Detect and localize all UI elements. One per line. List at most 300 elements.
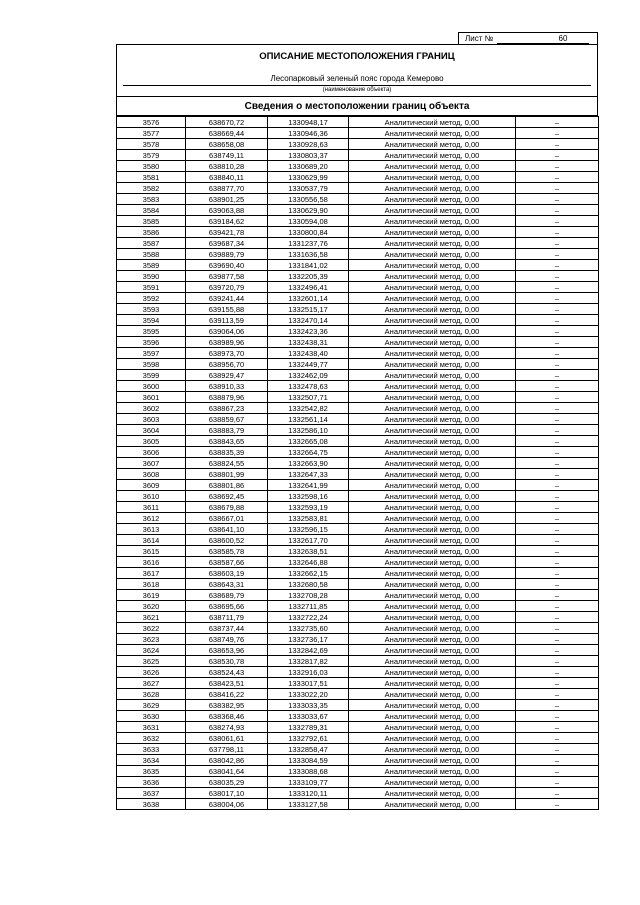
method-cell: Аналитический метод, 0,00 (349, 755, 516, 766)
x-coordinate-cell: 638041,64 (186, 766, 268, 777)
method-cell: Аналитический метод, 0,00 (349, 733, 516, 744)
point-number-cell: 3605 (117, 436, 186, 447)
description-cell: – (516, 733, 599, 744)
y-coordinate-cell: 1332438,31 (268, 337, 349, 348)
method-cell: Аналитический метод, 0,00 (349, 260, 516, 271)
x-coordinate-cell: 638843,65 (186, 436, 268, 447)
method-cell: Аналитический метод, 0,00 (349, 381, 516, 392)
x-coordinate-cell: 638824,55 (186, 458, 268, 469)
table-row (117, 788, 599, 799)
y-coordinate-cell: 1333017,51 (268, 678, 349, 689)
y-coordinate-cell: 1330629,90 (268, 205, 349, 216)
description-cell: – (516, 711, 599, 722)
method-cell: Аналитический метод, 0,00 (349, 227, 516, 238)
method-cell: Аналитический метод, 0,00 (349, 458, 516, 469)
y-coordinate-cell: 1330948,17 (268, 117, 349, 128)
x-coordinate-cell: 639241,44 (186, 293, 268, 304)
point-number-cell: 3623 (117, 634, 186, 645)
y-coordinate-cell: 1332641,99 (268, 480, 349, 491)
method-cell: Аналитический метод, 0,00 (349, 502, 516, 513)
y-coordinate-cell: 1332542,82 (268, 403, 349, 414)
method-cell: Аналитический метод, 0,00 (349, 403, 516, 414)
point-number-cell: 3628 (117, 689, 186, 700)
method-cell: Аналитический метод, 0,00 (349, 766, 516, 777)
x-coordinate-cell: 638603,19 (186, 568, 268, 579)
coordinates-table-body (117, 117, 599, 810)
table-row (117, 425, 599, 436)
x-coordinate-cell: 639064,06 (186, 326, 268, 337)
description-cell: – (516, 480, 599, 491)
point-number-cell: 3599 (117, 370, 186, 381)
point-number-cell: 3637 (117, 788, 186, 799)
description-cell: – (516, 326, 599, 337)
point-number-cell: 3602 (117, 403, 186, 414)
method-cell: Аналитический метод, 0,00 (349, 777, 516, 788)
y-coordinate-cell: 1332423,36 (268, 326, 349, 337)
method-cell: Аналитический метод, 0,00 (349, 172, 516, 183)
description-cell: – (516, 403, 599, 414)
point-number-cell: 3580 (117, 161, 186, 172)
method-cell: Аналитический метод, 0,00 (349, 370, 516, 381)
x-coordinate-cell: 638423,51 (186, 678, 268, 689)
y-coordinate-cell: 1332735,60 (268, 623, 349, 634)
description-cell: – (516, 744, 599, 755)
table-row (117, 612, 599, 623)
x-coordinate-cell: 638658,08 (186, 139, 268, 150)
method-cell: Аналитический метод, 0,00 (349, 634, 516, 645)
method-cell: Аналитический метод, 0,00 (349, 117, 516, 128)
x-coordinate-cell: 638653,96 (186, 645, 268, 656)
table-row (117, 502, 599, 513)
table-row (117, 326, 599, 337)
y-coordinate-cell: 1332662,15 (268, 568, 349, 579)
x-coordinate-cell: 638416,22 (186, 689, 268, 700)
description-cell: – (516, 612, 599, 623)
x-coordinate-cell: 638749,76 (186, 634, 268, 645)
y-coordinate-cell: 1332858,47 (268, 744, 349, 755)
description-cell: – (516, 348, 599, 359)
table-row (117, 579, 599, 590)
x-coordinate-cell: 638910,33 (186, 381, 268, 392)
x-coordinate-cell: 638810,28 (186, 161, 268, 172)
table-row (117, 744, 599, 755)
description-cell: – (516, 117, 599, 128)
x-coordinate-cell: 638585,78 (186, 546, 268, 557)
table-row (117, 546, 599, 557)
x-coordinate-cell: 638587,66 (186, 557, 268, 568)
y-coordinate-cell: 1332722,24 (268, 612, 349, 623)
description-cell: – (516, 150, 599, 161)
point-number-cell: 3619 (117, 590, 186, 601)
x-coordinate-cell: 638641,10 (186, 524, 268, 535)
table-row (117, 590, 599, 601)
x-coordinate-cell: 638973,70 (186, 348, 268, 359)
x-coordinate-cell: 639113,59 (186, 315, 268, 326)
y-coordinate-cell: 1332438,40 (268, 348, 349, 359)
point-number-cell: 3636 (117, 777, 186, 788)
y-coordinate-cell: 1332470,14 (268, 315, 349, 326)
x-coordinate-cell: 638859,67 (186, 414, 268, 425)
table-row (117, 183, 599, 194)
table-row (117, 458, 599, 469)
point-number-cell: 3585 (117, 216, 186, 227)
x-coordinate-cell: 639877,58 (186, 271, 268, 282)
method-cell: Аналитический метод, 0,00 (349, 590, 516, 601)
object-name-underline (123, 85, 591, 86)
point-number-cell: 3586 (117, 227, 186, 238)
x-coordinate-cell: 638956,70 (186, 359, 268, 370)
table-row (117, 381, 599, 392)
table-row (117, 447, 599, 458)
description-cell: – (516, 689, 599, 700)
table-row (117, 414, 599, 425)
description-cell: – (516, 447, 599, 458)
y-coordinate-cell: 1333088,68 (268, 766, 349, 777)
method-cell: Аналитический метод, 0,00 (349, 722, 516, 733)
y-coordinate-cell: 1332646,88 (268, 557, 349, 568)
description-cell: – (516, 381, 599, 392)
description-cell: – (516, 260, 599, 271)
point-number-cell: 3600 (117, 381, 186, 392)
table-row (117, 689, 599, 700)
y-coordinate-cell: 1332638,51 (268, 546, 349, 557)
x-coordinate-cell: 639063,88 (186, 205, 268, 216)
y-coordinate-cell: 1332680,58 (268, 579, 349, 590)
object-name: Лесопарковый зеленый пояс города Кемерово (270, 74, 444, 83)
x-coordinate-cell: 638679,88 (186, 502, 268, 513)
x-coordinate-cell: 638989,96 (186, 337, 268, 348)
method-cell: Аналитический метод, 0,00 (349, 447, 516, 458)
point-number-cell: 3630 (117, 711, 186, 722)
point-number-cell: 3591 (117, 282, 186, 293)
description-cell: – (516, 623, 599, 634)
table-row (117, 656, 599, 667)
description-cell: – (516, 755, 599, 766)
method-cell: Аналитический метод, 0,00 (349, 205, 516, 216)
table-row (117, 557, 599, 568)
table-row (117, 304, 599, 315)
x-coordinate-cell: 638877,70 (186, 183, 268, 194)
table-row (117, 634, 599, 645)
table-row (117, 777, 599, 788)
point-number-cell: 3583 (117, 194, 186, 205)
table-row (117, 392, 599, 403)
point-number-cell: 3617 (117, 568, 186, 579)
table-row (117, 711, 599, 722)
method-cell: Аналитический метод, 0,00 (349, 128, 516, 139)
point-number-cell: 3620 (117, 601, 186, 612)
x-coordinate-cell: 638042,86 (186, 755, 268, 766)
x-coordinate-cell: 638695,66 (186, 601, 268, 612)
point-number-cell: 3595 (117, 326, 186, 337)
table-row (117, 766, 599, 777)
table-row (117, 524, 599, 535)
description-cell: – (516, 645, 599, 656)
y-coordinate-cell: 1330689,20 (268, 161, 349, 172)
x-coordinate-cell: 639184,62 (186, 216, 268, 227)
table-row (117, 227, 599, 238)
point-number-cell: 3611 (117, 502, 186, 513)
method-cell: Аналитический метод, 0,00 (349, 392, 516, 403)
x-coordinate-cell: 638017,10 (186, 788, 268, 799)
x-coordinate-cell: 638901,25 (186, 194, 268, 205)
point-number-cell: 3633 (117, 744, 186, 755)
point-number-cell: 3581 (117, 172, 186, 183)
x-coordinate-cell: 638737,44 (186, 623, 268, 634)
table-row (117, 117, 599, 128)
y-coordinate-cell: 1333120,11 (268, 788, 349, 799)
point-number-cell: 3638 (117, 799, 186, 810)
x-coordinate-cell: 638368,46 (186, 711, 268, 722)
section-title: Сведения о местоположении границ объекта (117, 96, 597, 117)
method-cell: Аналитический метод, 0,00 (349, 238, 516, 249)
description-cell: – (516, 590, 599, 601)
description-cell: – (516, 458, 599, 469)
x-coordinate-cell: 638035,29 (186, 777, 268, 788)
description-cell: – (516, 183, 599, 194)
point-number-cell: 3632 (117, 733, 186, 744)
point-number-cell: 3615 (117, 546, 186, 557)
method-cell: Аналитический метод, 0,00 (349, 480, 516, 491)
method-cell: Аналитический метод, 0,00 (349, 524, 516, 535)
table-row (117, 370, 599, 381)
description-cell: – (516, 359, 599, 370)
y-coordinate-cell: 1332792,61 (268, 733, 349, 744)
method-cell: Аналитический метод, 0,00 (349, 194, 516, 205)
description-cell: – (516, 722, 599, 733)
x-coordinate-cell: 638801,86 (186, 480, 268, 491)
method-cell: Аналитический метод, 0,00 (349, 744, 516, 755)
x-coordinate-cell: 639155,88 (186, 304, 268, 315)
y-coordinate-cell: 1330594,08 (268, 216, 349, 227)
table-row (117, 667, 599, 678)
table-row (117, 678, 599, 689)
y-coordinate-cell: 1332817,82 (268, 656, 349, 667)
y-coordinate-cell: 1332665,08 (268, 436, 349, 447)
method-cell: Аналитический метод, 0,00 (349, 139, 516, 150)
method-cell: Аналитический метод, 0,00 (349, 601, 516, 612)
x-coordinate-cell: 638711,79 (186, 612, 268, 623)
method-cell: Аналитический метод, 0,00 (349, 414, 516, 425)
sheet-number-box (458, 32, 598, 44)
table-row (117, 348, 599, 359)
table-row (117, 128, 599, 139)
document-title: ОПИСАНИЕ МЕСТОПОЛОЖЕНИЯ ГРАНИЦ (259, 51, 455, 62)
point-number-cell: 3603 (117, 414, 186, 425)
y-coordinate-cell: 1332647,33 (268, 469, 349, 480)
method-cell: Аналитический метод, 0,00 (349, 491, 516, 502)
description-cell: – (516, 414, 599, 425)
table-row (117, 282, 599, 293)
point-number-cell: 3622 (117, 623, 186, 634)
y-coordinate-cell: 1330629,99 (268, 172, 349, 183)
description-cell: – (516, 216, 599, 227)
method-cell: Аналитический метод, 0,00 (349, 645, 516, 656)
table-row (117, 172, 599, 183)
y-coordinate-cell: 1330803,37 (268, 150, 349, 161)
point-number-cell: 3627 (117, 678, 186, 689)
description-cell: – (516, 282, 599, 293)
method-cell: Аналитический метод, 0,00 (349, 667, 516, 678)
y-coordinate-cell: 1332601,14 (268, 293, 349, 304)
description-cell: – (516, 271, 599, 282)
description-cell: – (516, 293, 599, 304)
x-coordinate-cell: 638530,78 (186, 656, 268, 667)
description-cell: – (516, 337, 599, 348)
method-cell: Аналитический метод, 0,00 (349, 271, 516, 282)
y-coordinate-cell: 1332598,16 (268, 491, 349, 502)
point-number-cell: 3579 (117, 150, 186, 161)
x-coordinate-cell: 638840,11 (186, 172, 268, 183)
y-coordinate-cell: 1332515,17 (268, 304, 349, 315)
point-number-cell: 3626 (117, 667, 186, 678)
y-coordinate-cell: 1332449,77 (268, 359, 349, 370)
point-number-cell: 3606 (117, 447, 186, 458)
x-coordinate-cell: 639690,40 (186, 260, 268, 271)
x-coordinate-cell: 639720,79 (186, 282, 268, 293)
y-coordinate-cell: 1330946,36 (268, 128, 349, 139)
description-cell: – (516, 469, 599, 480)
description-cell: – (516, 436, 599, 447)
method-cell: Аналитический метод, 0,00 (349, 183, 516, 194)
point-number-cell: 3610 (117, 491, 186, 502)
y-coordinate-cell: 1332663,90 (268, 458, 349, 469)
x-coordinate-cell: 638524,43 (186, 667, 268, 678)
method-cell: Аналитический метод, 0,00 (349, 711, 516, 722)
method-cell: Аналитический метод, 0,00 (349, 216, 516, 227)
description-cell: – (516, 205, 599, 216)
y-coordinate-cell: 1332583,81 (268, 513, 349, 524)
description-cell: – (516, 788, 599, 799)
sheet-label: Лист № (465, 34, 494, 43)
method-cell: Аналитический метод, 0,00 (349, 348, 516, 359)
y-coordinate-cell: 1332496,41 (268, 282, 349, 293)
method-cell: Аналитический метод, 0,00 (349, 304, 516, 315)
description-cell: – (516, 172, 599, 183)
table-row (117, 315, 599, 326)
point-number-cell: 3634 (117, 755, 186, 766)
sheet-number: 60 (558, 34, 568, 43)
method-cell: Аналитический метод, 0,00 (349, 788, 516, 799)
x-coordinate-cell: 638274,93 (186, 722, 268, 733)
method-cell: Аналитический метод, 0,00 (349, 612, 516, 623)
description-cell: – (516, 667, 599, 678)
point-number-cell: 3593 (117, 304, 186, 315)
method-cell: Аналитический метод, 0,00 (349, 249, 516, 260)
method-cell: Аналитический метод, 0,00 (349, 546, 516, 557)
method-cell: Аналитический метод, 0,00 (349, 535, 516, 546)
x-coordinate-cell: 638669,44 (186, 128, 268, 139)
table-row (117, 513, 599, 524)
y-coordinate-cell: 1332596,15 (268, 524, 349, 535)
point-number-cell: 3616 (117, 557, 186, 568)
point-number-cell: 3576 (117, 117, 186, 128)
method-cell: Аналитический метод, 0,00 (349, 150, 516, 161)
y-coordinate-cell: 1332617,70 (268, 535, 349, 546)
point-number-cell: 3629 (117, 700, 186, 711)
y-coordinate-cell: 1332736,17 (268, 634, 349, 645)
description-cell: – (516, 249, 599, 260)
point-number-cell: 3588 (117, 249, 186, 260)
point-number-cell: 3621 (117, 612, 186, 623)
point-number-cell: 3613 (117, 524, 186, 535)
y-coordinate-cell: 1332205,39 (268, 271, 349, 282)
table-row (117, 359, 599, 370)
point-number-cell: 3596 (117, 337, 186, 348)
method-cell: Аналитический метод, 0,00 (349, 469, 516, 480)
method-cell: Аналитический метод, 0,00 (349, 315, 516, 326)
table-row (117, 491, 599, 502)
table-row (117, 216, 599, 227)
point-number-cell: 3590 (117, 271, 186, 282)
table-row (117, 799, 599, 810)
y-coordinate-cell: 1332507,71 (268, 392, 349, 403)
description-cell: – (516, 128, 599, 139)
description-cell: – (516, 557, 599, 568)
table-row (117, 700, 599, 711)
table-row (117, 271, 599, 282)
table-row (117, 568, 599, 579)
description-cell: – (516, 700, 599, 711)
point-number-cell: 3608 (117, 469, 186, 480)
method-cell: Аналитический метод, 0,00 (349, 568, 516, 579)
y-coordinate-cell: 1333022,20 (268, 689, 349, 700)
description-cell: – (516, 656, 599, 667)
table-row (117, 139, 599, 150)
description-cell: – (516, 634, 599, 645)
method-cell: Аналитический метод, 0,00 (349, 678, 516, 689)
object-name-caption: (наименование объекта) (322, 87, 392, 93)
description-cell: – (516, 777, 599, 788)
x-coordinate-cell: 638883,79 (186, 425, 268, 436)
description-cell: – (516, 194, 599, 205)
y-coordinate-cell: 1331841,02 (268, 260, 349, 271)
description-cell: – (516, 513, 599, 524)
x-coordinate-cell: 638929,47 (186, 370, 268, 381)
method-cell: Аналитический метод, 0,00 (349, 337, 516, 348)
description-cell: – (516, 392, 599, 403)
description-cell: – (516, 601, 599, 612)
table-row (117, 755, 599, 766)
y-coordinate-cell: 1332462,09 (268, 370, 349, 381)
description-cell: – (516, 425, 599, 436)
description-cell: – (516, 227, 599, 238)
x-coordinate-cell: 638689,79 (186, 590, 268, 601)
point-number-cell: 3624 (117, 645, 186, 656)
table-row (117, 238, 599, 249)
point-number-cell: 3594 (117, 315, 186, 326)
x-coordinate-cell: 638749,11 (186, 150, 268, 161)
method-cell: Аналитический метод, 0,00 (349, 700, 516, 711)
y-coordinate-cell: 1332708,28 (268, 590, 349, 601)
x-coordinate-cell: 638879,96 (186, 392, 268, 403)
x-coordinate-cell: 638670,72 (186, 117, 268, 128)
description-cell: – (516, 524, 599, 535)
point-number-cell: 3592 (117, 293, 186, 304)
point-number-cell: 3635 (117, 766, 186, 777)
x-coordinate-cell: 638004,06 (186, 799, 268, 810)
description-cell: – (516, 568, 599, 579)
point-number-cell: 3614 (117, 535, 186, 546)
method-cell: Аналитический метод, 0,00 (349, 436, 516, 447)
y-coordinate-cell: 1333084,59 (268, 755, 349, 766)
table-row (117, 403, 599, 414)
description-cell: – (516, 491, 599, 502)
method-cell: Аналитический метод, 0,00 (349, 282, 516, 293)
x-coordinate-cell: 638600,52 (186, 535, 268, 546)
x-coordinate-cell: 637798,11 (186, 744, 268, 755)
method-cell: Аналитический метод, 0,00 (349, 513, 516, 524)
